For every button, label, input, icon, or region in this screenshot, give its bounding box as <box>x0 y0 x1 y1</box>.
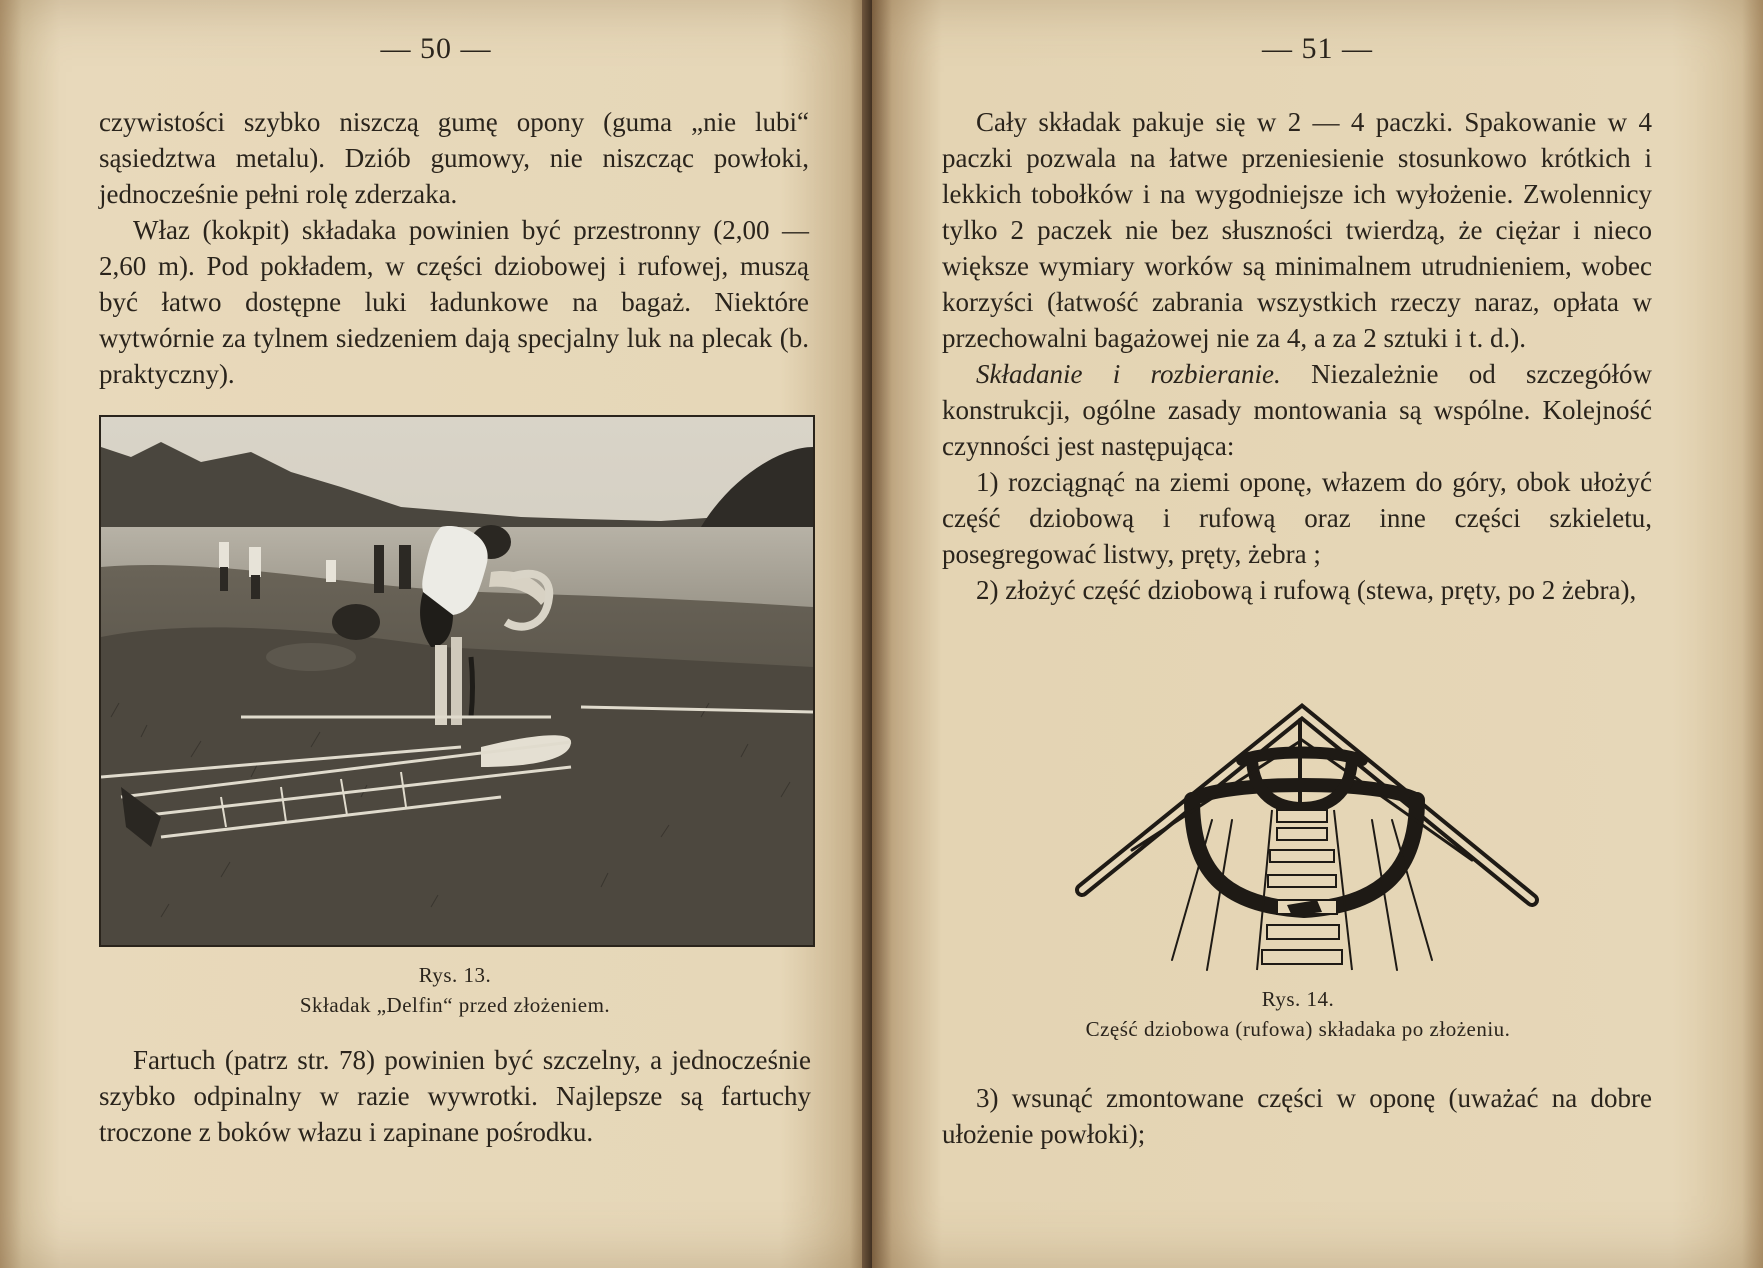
step-3: 3) wsunąć zmontowane części w oponę (uważać na dobre ułożenie powłoki); <box>942 1083 1652 1149</box>
figure-13-description: Składak „Delfin“ przed złożeniem. <box>299 993 611 1017</box>
bow-frame-drawing <box>1072 700 1552 980</box>
page-number-50: — 50 — <box>380 32 492 65</box>
page-number-51: — 51 — <box>1262 32 1373 65</box>
left-page <box>0 0 872 1268</box>
step-2: 2) złożyć część dziobową i rufową (stewa, pręty, po 2 żebra), <box>976 575 1637 605</box>
figure-13-caption <box>99 960 811 1020</box>
paragraph-skladanie-text: Niezależnie od szczegółów konstrukcji, ogólne zasady montowania są wspólne. Kolejność czynności jest następująca: <box>942 359 1652 461</box>
paragraph-skladanie <box>942 356 1652 464</box>
paragraph-continuation: czywistości szybko niszczą gumę opony (guma „nie lubi“ sąsiedztwa metalu). Dziób gumowy, nie niszcząc powłoki, jednocześnie pełni rolę zderzaka. <box>99 107 809 209</box>
figure-13-label: Rys. 13. <box>418 963 492 987</box>
figure-14-drawing <box>1072 700 1552 980</box>
right-page <box>872 0 1763 1268</box>
paragraph-pakowanie: Cały składak pakuje się w 2 — 4 paczki. Spakowanie w 4 paczki pozwala na łatwe przeniesienie stosunkowo krótkich i lekkich tobołków i na wygodniejsze ich wyłożenie. Zwolennicy tylko 2 paczek nie bez słuszności twierdzą, że ciężar i nieco większe wymiary worków są minimalnem utrudnieniem, wobec korzyści (łatwość zabrania wszystkich rzeczy naraz, opłata w przechowalni bagażowej nie za 4, a za 2 sztuki i t. d.). <box>942 107 1652 353</box>
left-bottom-text <box>99 1042 811 1150</box>
figure-14-caption <box>942 984 1654 1044</box>
paragraph-fartuch: Fartuch (patrz str. 78) powinien być szczelny, a jednocześnie szybko odpinalny w razie wywrotki. Najlepsze są fartuchy troczone z boków włazu i zapinane pośrodku. <box>99 1045 811 1147</box>
kayak-assembly-photo <box>101 417 813 945</box>
right-bottom-text <box>942 1080 1652 1152</box>
section-heading-skladanie: Składanie i rozbieranie. <box>976 359 1281 389</box>
figure-14-label: Rys. 14. <box>1261 987 1335 1011</box>
paragraph-wlaz: Właz (kokpit) składaka powinien być przestronny (2,00 — 2,60 m). Pod pokładem, w części dziobowej i rufowej, muszą być łatwo dostępne luki ładunkowe na bagaż. Niektóre wytwórnie za tylnem siedzeniem dają specjalny luk na plecak (b. praktyczny). <box>99 215 809 389</box>
step-1: 1) rozciągnąć na ziemi oponę, włazem do góry, obok ułożyć część dziobową i rufową oraz inne części szkieletu, posegregować listwy, pręty, żebra ; <box>942 467 1652 569</box>
left-top-text <box>99 104 809 392</box>
right-top-text <box>942 104 1652 608</box>
figure-14-description: Część dziobowa (rufowa) składaka po złożeniu. <box>1085 1017 1511 1041</box>
photo-figure-13 <box>99 415 815 947</box>
